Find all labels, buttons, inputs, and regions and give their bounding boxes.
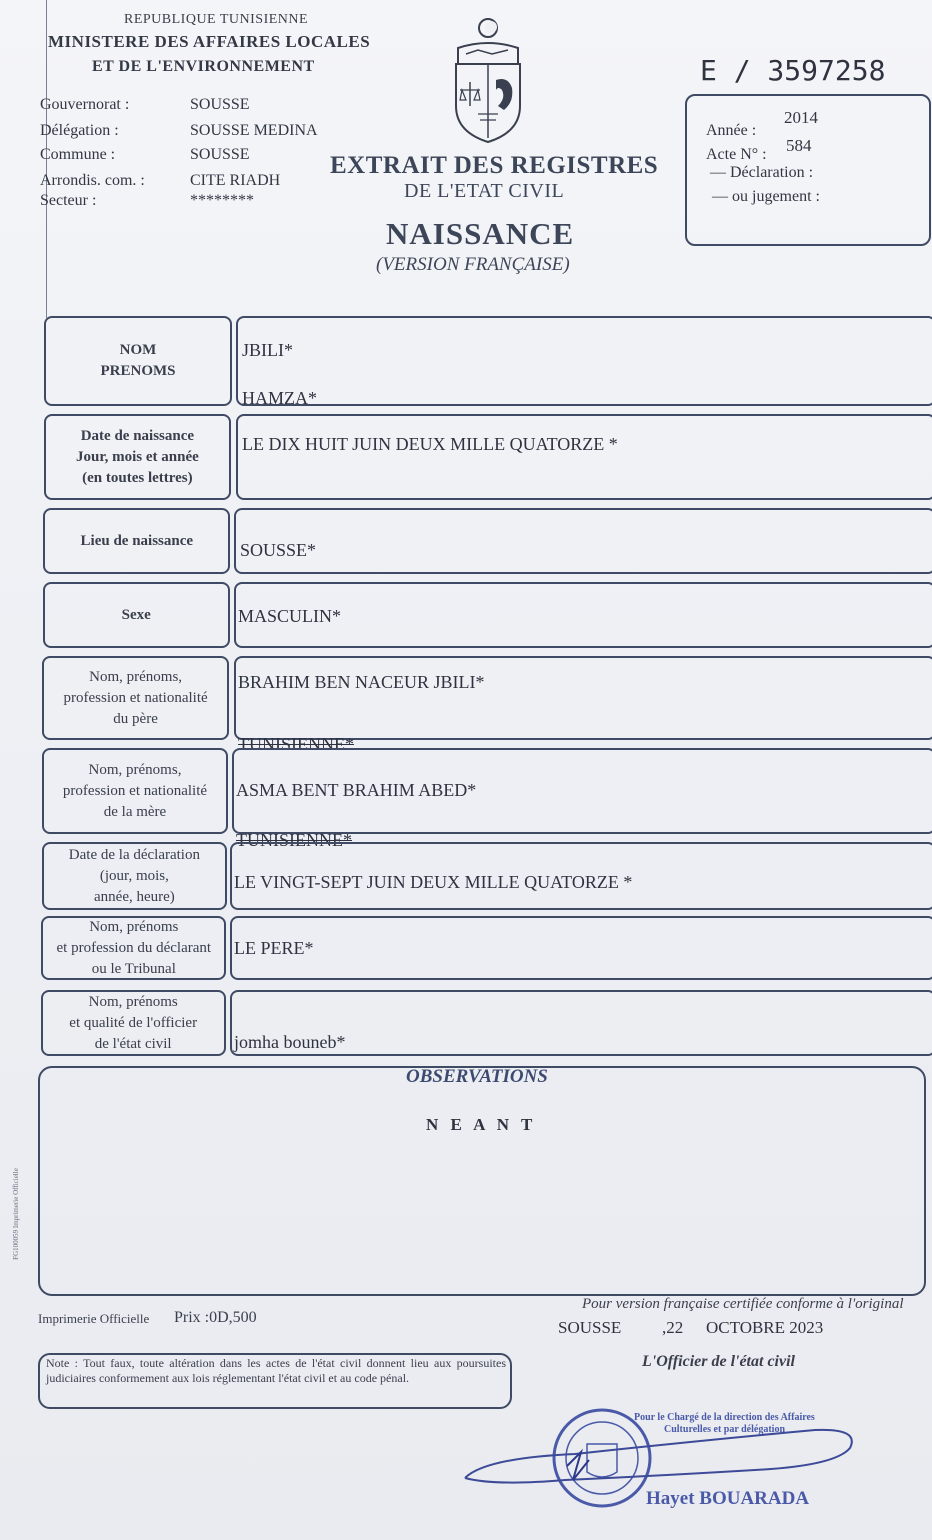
row-value-box-date-naissance <box>236 414 932 500</box>
legal-note: Note : Tout faux, toute altération dans les actes de l'état civil donnent lieu aux poursuites judiciaires conformement aux lois réglementant l'état civil et au code pénal. <box>46 1356 506 1385</box>
row-label-pere: Nom, prénoms, profession et nationalité du père <box>42 656 228 740</box>
row-value-nom-prenoms-0: JBILI* <box>242 340 293 360</box>
date-day: ,22 <box>662 1318 684 1337</box>
acte-value: 584 <box>786 136 812 155</box>
certified-statement: Pour version française certifiée conforme à l'original <box>582 1296 904 1312</box>
row-value-date-declaration-0: LE VINGT-SEPT JUIN DEUX MILLE QUATORZE * <box>234 872 633 892</box>
document-title: NAISSANCE <box>386 216 575 251</box>
observations-title: OBSERVATIONS <box>406 1066 548 1087</box>
title-line1: EXTRAIT DES REGISTRES <box>330 152 659 179</box>
commune-value: SOUSSE <box>190 146 250 163</box>
ministry-line1: MINISTERE DES AFFAIRES LOCALES <box>48 32 371 51</box>
gouvernorat-value: SOUSSE <box>190 96 250 113</box>
row-label-declarant: Nom, prénoms et profession du déclarant ou le Tribunal <box>41 916 226 980</box>
jugement-label: — ou jugement : <box>712 188 820 205</box>
row-label-nom-prenoms: NOM PRENOMS <box>44 316 232 406</box>
acte-label: Acte N° : <box>706 146 767 163</box>
row-label-sexe: Sexe <box>43 582 230 648</box>
row-label-mere: Nom, prénoms, profession et nationalité de la mère <box>42 748 228 834</box>
serial-number: E / 3597258 <box>700 54 886 87</box>
row-value-box-lieu-naissance <box>234 508 932 574</box>
annee-value: 2014 <box>784 108 818 127</box>
declaration-label: — Déclaration : <box>710 164 814 181</box>
row-value-box-nom-prenoms <box>236 316 932 406</box>
row-label-date-declaration: Date de la déclaration (jour, mois, année, heure) <box>42 842 228 910</box>
republic-label: REPUBLIQUE TUNISIENNE <box>124 12 309 27</box>
row-value-lieu-naissance-0: SOUSSE* <box>240 540 317 560</box>
row-label-lieu-naissance: Lieu de naissance <box>43 508 230 574</box>
row-value-mere-0: ASMA BENT BRAHIM ABED* <box>236 780 477 800</box>
annee-label: Année : <box>706 122 757 139</box>
title-subtitle: (VERSION FRANÇAISE) <box>376 254 570 275</box>
row-value-officier-0: jomha bouneb* <box>234 1032 346 1052</box>
signatory-name: Hayet BOUARADA <box>646 1488 810 1509</box>
row-value-pere-1: TUNISIENNE* <box>238 734 354 754</box>
secteur-value: ******** <box>190 192 254 209</box>
date-month-year: OCTOBRE 2023 <box>706 1318 824 1337</box>
row-label-date-naissance: Date de naissance Jour, mois et année (en toutes lettres) <box>44 414 232 500</box>
place-label: SOUSSE <box>558 1318 622 1337</box>
arrondissement-value: CITE RIADH <box>190 172 281 189</box>
coat-of-arms-emblem <box>448 14 528 146</box>
row-value-box-declarant <box>230 916 932 980</box>
observations-box <box>38 1066 926 1296</box>
printer-label: Imprimerie Officielle <box>38 1311 150 1326</box>
delegation-label: Délégation : <box>40 122 119 139</box>
row-value-nom-prenoms-1: HAMZA* <box>242 388 317 408</box>
observations-value: N E A N T <box>426 1115 537 1134</box>
gouvernorat-label: Gouvernorat : <box>40 96 130 113</box>
ministry-line2: ET DE L'ENVIRONNEMENT <box>92 58 315 75</box>
price-label: Prix :0D,500 <box>174 1309 257 1326</box>
row-value-sexe-0: MASCULIN* <box>238 606 342 626</box>
officer-title: L'Officier de l'état civil <box>642 1353 795 1370</box>
row-value-declarant-0: LE PERE* <box>234 938 314 958</box>
delegation-line1: Pour le Chargé de la direction des Affaires <box>634 1412 815 1423</box>
row-value-mere-1: TUNISIENNE* <box>236 830 352 850</box>
arrondissement-label: Arrondis. com. : <box>40 172 145 189</box>
delegation-value: SOUSSE MEDINA <box>190 122 318 139</box>
delegation-line2: Culturelles et par délégation <box>664 1424 786 1435</box>
side-print-code: FG100059 Imprimerie Officielle <box>11 1168 20 1260</box>
row-value-pere-0: BRAHIM BEN NACEUR JBILI* <box>238 672 485 692</box>
secteur-label: Secteur : <box>40 192 97 209</box>
title-line2: DE L'ETAT CIVIL <box>404 180 565 202</box>
row-value-box-pere <box>234 656 932 740</box>
row-label-officier: Nom, prénoms et qualité de l'officier de l'état civil <box>41 990 226 1056</box>
row-value-date-naissance-0: LE DIX HUIT JUIN DEUX MILLE QUATORZE * <box>242 434 618 454</box>
commune-label: Commune : <box>40 146 116 163</box>
